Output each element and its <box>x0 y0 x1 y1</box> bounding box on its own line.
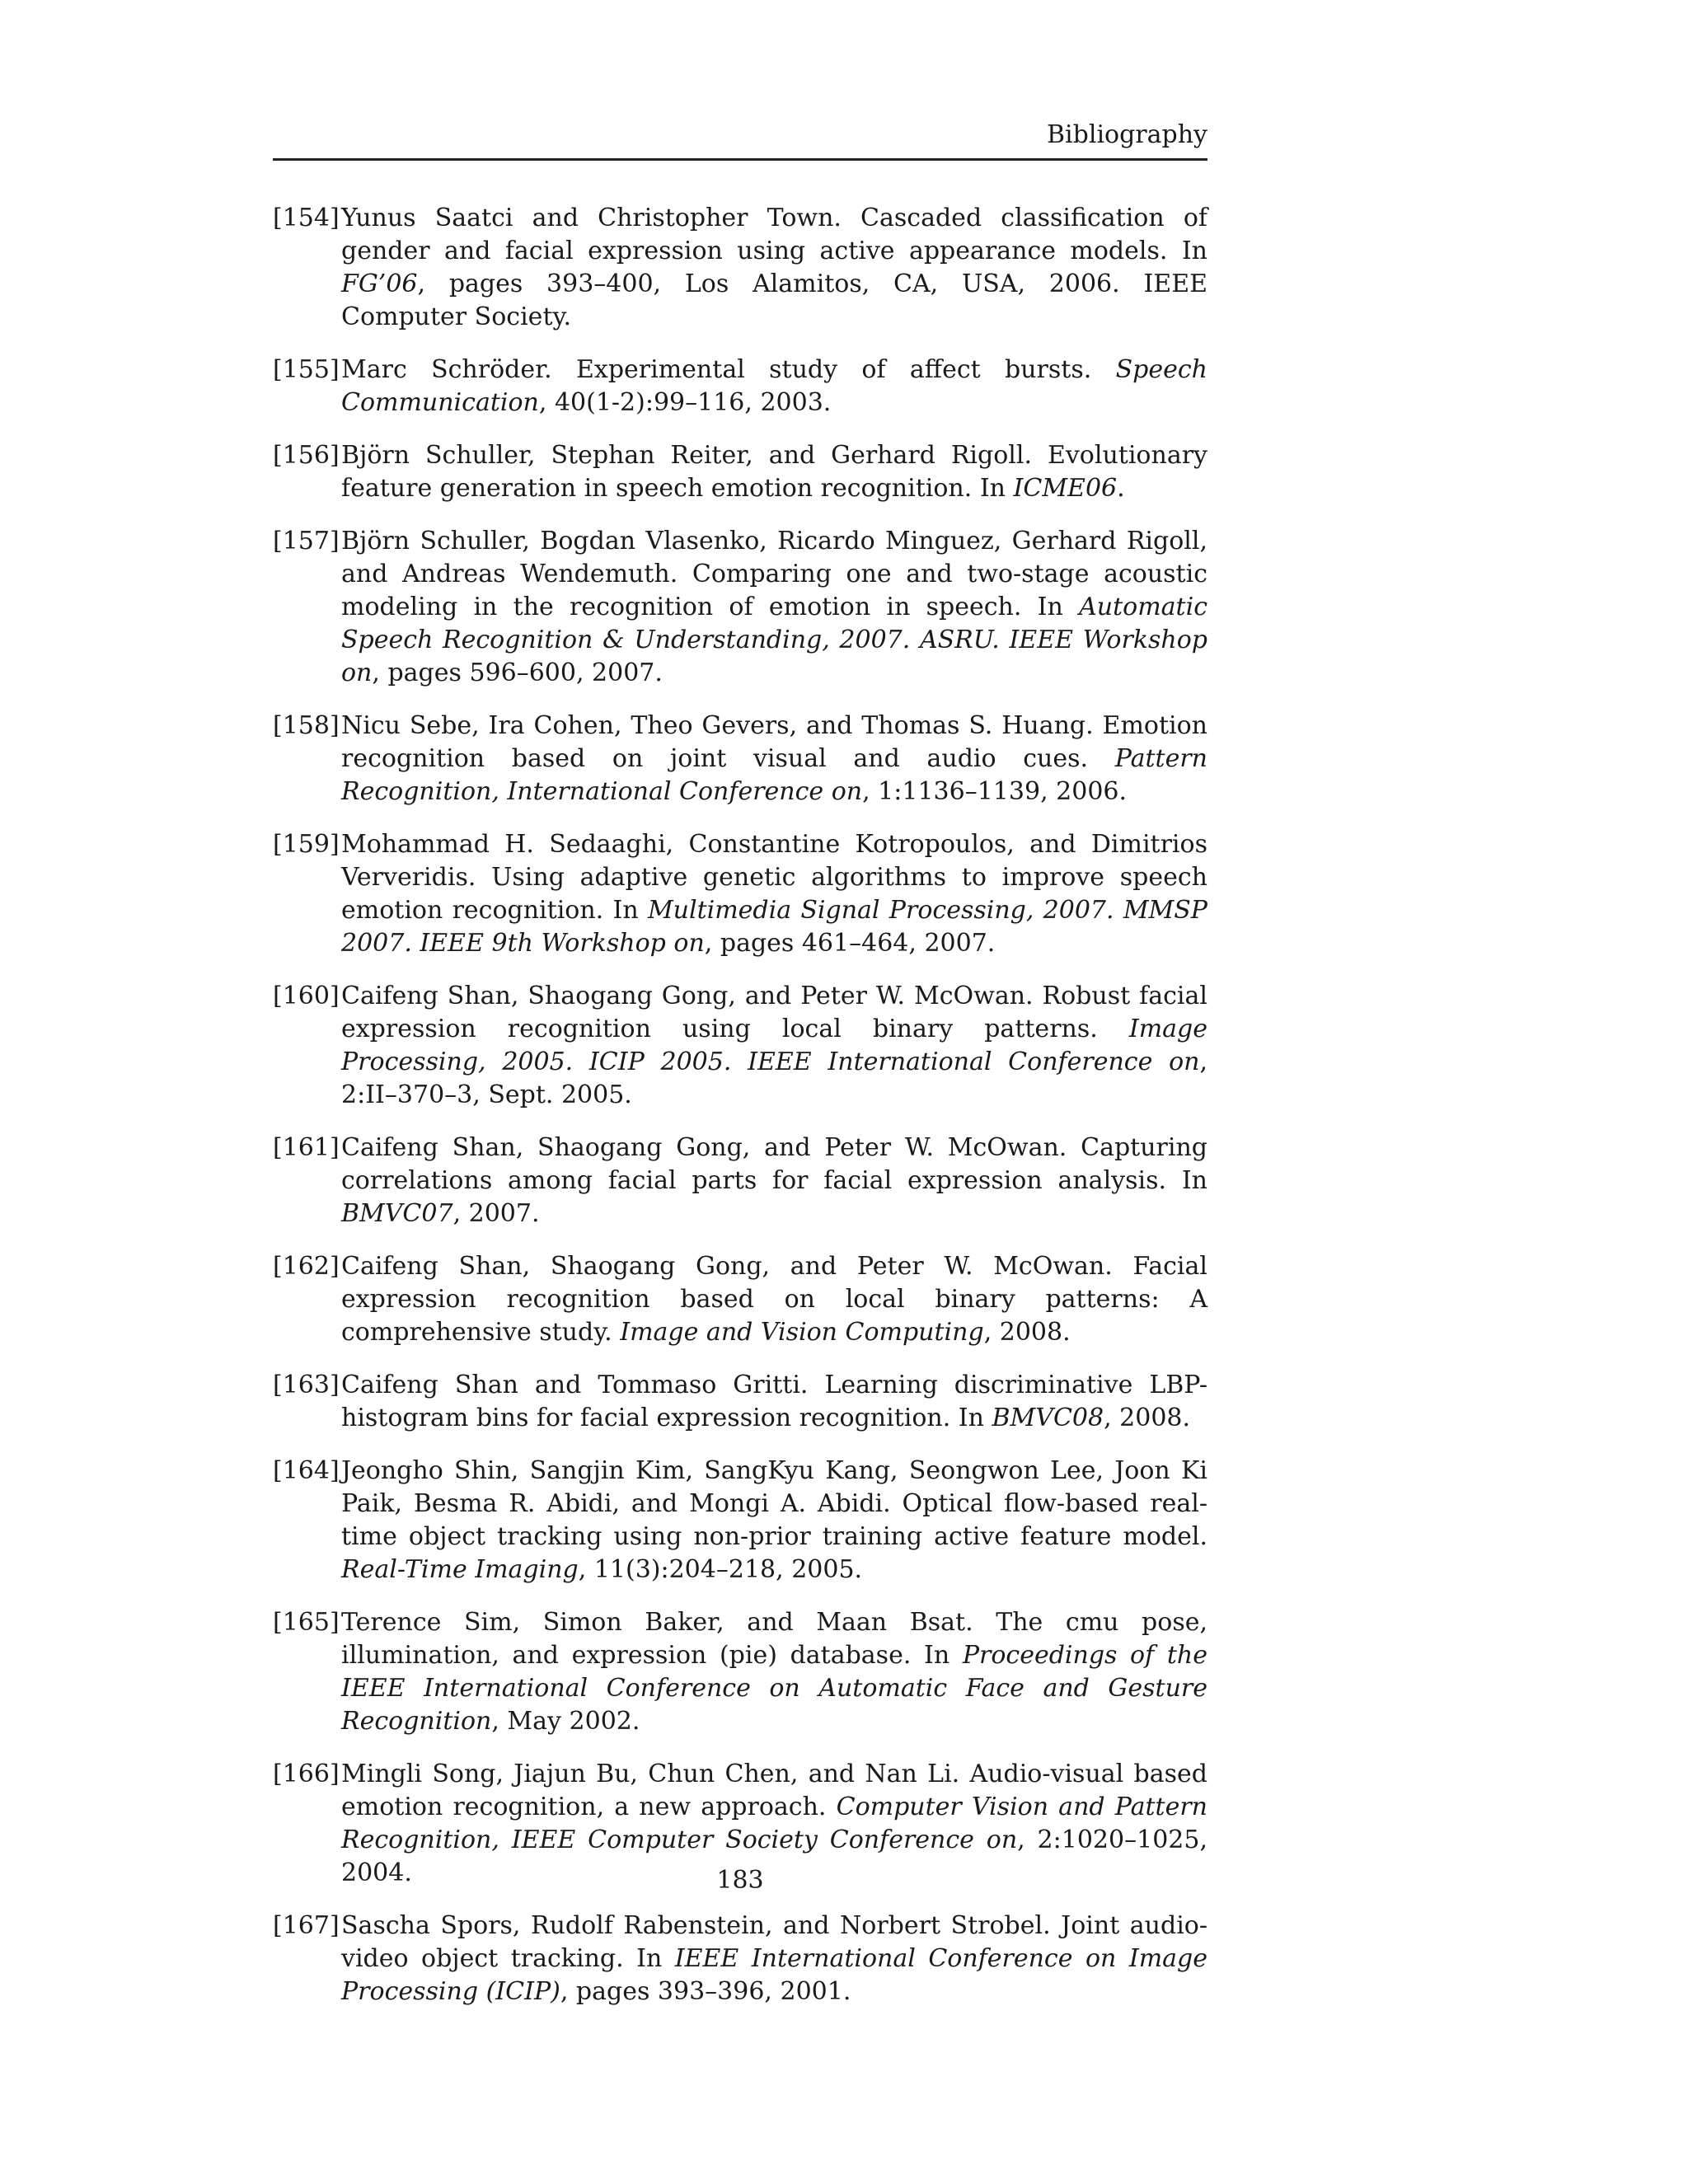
bib-text-segment: Nicu Sebe, Ira Cohen, Theo Gevers, and Thomas S. Huang. Emotion recognition based on joint visual and audio cues. <box>341 711 1207 773</box>
bib-text-segment: Terence Sim, Simon Baker, and Maan Bsat. The cmu pose, illumination, and expression (pie) database. In <box>341 1608 1207 1670</box>
bib-entry-text <box>341 1250 1207 1349</box>
bib-entry-text <box>341 1132 1207 1230</box>
bib-entry-text <box>341 1369 1207 1435</box>
bib-entry <box>273 439 1207 505</box>
bib-entry <box>273 1132 1207 1230</box>
bib-text-segment: , 2007. <box>452 1199 540 1228</box>
bib-entry-number: [157] <box>273 527 340 555</box>
bib-venue-italic: Speech Communication <box>341 355 1207 417</box>
bib-entry <box>273 1250 1207 1349</box>
bib-venue-italic: Multimedia Signal Processing, 2007. MMSP 2007. IEEE 9th Workshop on <box>341 896 1207 958</box>
bib-text-segment: , pages 461–464, 2007. <box>704 929 996 958</box>
bib-entry <box>273 1369 1207 1435</box>
bib-text-segment: , 2:1020–1025, 2004. <box>341 1825 1207 1887</box>
running-head <box>273 117 1207 161</box>
bib-venue-italic: BMVC07 <box>341 1199 453 1228</box>
bib-entry-text <box>341 354 1207 419</box>
page-number: 183 <box>716 1866 764 1895</box>
bib-entry-text <box>341 1910 1207 2008</box>
bib-entry-number: [164] <box>273 1456 340 1485</box>
bib-venue-italic: IEEE International Conference on Image Processing (ICIP) <box>341 1944 1207 2006</box>
bib-entry-number: [161] <box>273 1133 340 1162</box>
bib-entry-number: [160] <box>273 982 340 1010</box>
bib-text-segment: Caifeng Shan and Tommaso Gritti. Learning discriminative LBP-histogram bins for facial expression recognition. In <box>341 1371 1207 1432</box>
bib-text-segment: Jeongho Shin, Sangjin Kim, SangKyu Kang, Seongwon Lee, Joon Ki Paik, Besma R. Abidi, and Mongi A. Abidi. Optical flow-based real-time object tracking using non-prior training active feature model. <box>341 1456 1207 1551</box>
bib-text-segment: Sascha Spors, Rudolf Rabenstein, and Norbert Strobel. Joint audio-video object tracking. In <box>341 1911 1207 1973</box>
bib-entry-text <box>341 828 1207 960</box>
bib-text-segment: Mingli Song, Jiajun Bu, Chun Chen, and Nan Li. Audio-visual based emotion recognition, a new approach. <box>341 1760 1207 1821</box>
bib-entry <box>273 980 1207 1112</box>
bib-entry-text <box>341 525 1207 690</box>
bib-entry-number: [156] <box>273 441 340 470</box>
bib-venue-italic: Pattern Recognition, International Conference on <box>341 744 1207 806</box>
bib-entry-number: [158] <box>273 711 340 740</box>
bib-entry-number: [163] <box>273 1371 340 1399</box>
bib-venue-italic: Image Processing, 2005. ICIP 2005. IEEE International Conference on <box>341 1015 1207 1076</box>
bib-venue-italic: BMVC08 <box>992 1404 1104 1432</box>
bib-entry-text <box>341 710 1207 808</box>
bib-text-segment: , 40(1-2):99–116, 2003. <box>538 388 832 417</box>
bib-entry-number: [155] <box>273 355 340 384</box>
bib-entry-number: [159] <box>273 830 340 859</box>
bib-entry <box>273 1910 1207 2008</box>
bib-text-segment: , pages 596–600, 2007. <box>372 658 663 687</box>
bib-text-segment: , May 2002. <box>491 1707 640 1736</box>
bib-text-segment: Björn Schuller, Bogdan Vlasenko, Ricardo Minguez, Gerhard Rigoll, and Andreas Wendemuth. Comparing one and two-stage acoustic modeling in the recognition of emotion in speech. In <box>341 527 1207 621</box>
bib-entry-text <box>341 439 1207 505</box>
bib-entry-text <box>341 1455 1207 1586</box>
running-head-title: Bibliography <box>1047 120 1207 149</box>
bib-entry <box>273 1455 1207 1586</box>
bib-text-segment: Björn Schuller, Stephan Reiter, and Gerhard Rigoll. Evolutionary feature generation in speech emotion recognition. In <box>341 441 1207 503</box>
bib-entry <box>273 710 1207 808</box>
bib-text-segment: Mohammad H. Sedaaghi, Constantine Kotropoulos, and Dimitrios Ververidis. Using adaptive genetic algorithms to improve speech emotion recognition. In <box>341 830 1207 925</box>
bib-entry <box>273 828 1207 960</box>
bib-entry <box>273 1606 1207 1738</box>
bib-entry-text <box>341 980 1207 1112</box>
bib-entry-number: [162] <box>273 1252 340 1281</box>
bib-text-segment: , 11(3):204–218, 2005. <box>578 1555 863 1584</box>
bib-venue-italic: Image and Vision Computing <box>620 1318 984 1347</box>
bib-text-segment: , pages 393–400, Los Alamitos, CA, USA, 2006. IEEE Computer Society. <box>341 269 1207 331</box>
bib-entry-number: [165] <box>273 1608 340 1637</box>
bib-venue-italic: Automatic Speech Recognition & Understanding, 2007. ASRU. IEEE Workshop on <box>341 593 1207 687</box>
bib-text-segment: . <box>1117 474 1125 503</box>
bibliography-list <box>273 202 1207 2028</box>
bib-venue-italic: Proceedings of the IEEE International Conference on Automatic Face and Gesture Recognition <box>341 1641 1207 1736</box>
bib-entry <box>273 525 1207 690</box>
bib-text-segment: Caifeng Shan, Shaogang Gong, and Peter W. McOwan. Robust facial expression recognition using local binary patterns. <box>341 982 1207 1043</box>
bib-entry-number: [166] <box>273 1760 340 1788</box>
bib-text-segment: , 2008. <box>983 1318 1071 1347</box>
bib-text-segment: , 2008. <box>1104 1404 1191 1432</box>
bib-text-segment: , 2:II–370–3, Sept. 2005. <box>341 1047 1207 1109</box>
bib-entry-number: [154] <box>273 204 340 232</box>
bib-text-segment: , pages 393–396, 2001. <box>560 1977 851 2006</box>
bib-venue-italic: Real-Time Imaging <box>341 1555 579 1584</box>
bib-text-segment: , 1:1136–1139, 2006. <box>862 777 1128 806</box>
bib-entry-text <box>341 1606 1207 1738</box>
bib-entry-text <box>341 202 1207 334</box>
bib-venue-italic: FG’06 <box>341 269 418 298</box>
bib-text-segment: Yunus Saatci and Christopher Town. Cascaded classification of gender and facial expression using active appearance models. In <box>341 204 1207 265</box>
bib-text-segment: Caifeng Shan, Shaogang Gong, and Peter W. McOwan. Facial expression recognition based on local binary patterns: A comprehensive study. <box>341 1252 1207 1347</box>
bib-entry <box>273 354 1207 419</box>
bib-venue-italic: Computer Vision and Pattern Recognition, IEEE Computer Society Conference on <box>341 1793 1208 1854</box>
bib-text-segment: Caifeng Shan, Shaogang Gong, and Peter W. McOwan. Capturing correlations among facial parts for facial expression analysis. In <box>341 1133 1207 1195</box>
bib-entry <box>273 202 1207 334</box>
bib-text-segment: Marc Schröder. Experimental study of affect bursts. <box>341 355 1116 384</box>
bib-venue-italic: ICME06 <box>1013 474 1118 503</box>
bib-entry-number: [167] <box>273 1911 340 1940</box>
